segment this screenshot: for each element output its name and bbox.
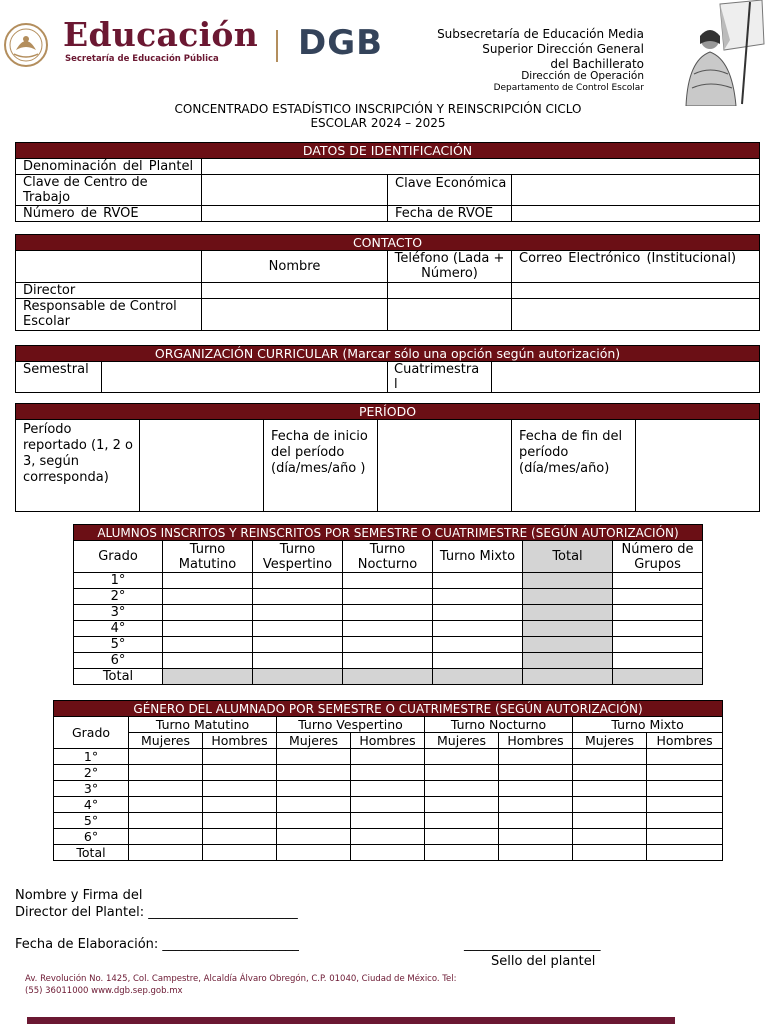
enrollment-column-header: Turno Nocturno xyxy=(343,541,433,573)
semestral-checkbox[interactable] xyxy=(102,362,388,393)
enrollment-column-header: Total xyxy=(523,541,613,573)
gender-cell[interactable] xyxy=(647,829,723,845)
gender-cell[interactable] xyxy=(203,813,277,829)
gender-cell[interactable] xyxy=(499,781,573,797)
gender-grade-header: Grado xyxy=(54,717,129,749)
gender-cell[interactable] xyxy=(203,829,277,845)
enrollment-header: ALUMNOS INSCRITOS Y REINSCRITOS POR SEMESTRE O CUATRIMESTRE (SEGÚN AUTORIZACIÓN) xyxy=(74,525,703,541)
enrollment-cell[interactable] xyxy=(343,653,433,669)
gender-shift-header: Turno Matutino xyxy=(129,717,277,733)
enrollment-cell[interactable] xyxy=(613,589,703,605)
table-row xyxy=(74,621,703,637)
contact-header: CONTACTO xyxy=(16,235,760,251)
gender-shift-header: Turno Vespertino xyxy=(277,717,425,733)
responsable-name-field[interactable] xyxy=(202,299,388,331)
enrollment-cell[interactable] xyxy=(523,653,613,669)
gender-cell[interactable] xyxy=(351,749,425,765)
end-date-label: Fecha de fin del período (día/mes/año) xyxy=(512,420,636,512)
enrollment-table xyxy=(73,524,703,685)
gender-cell[interactable] xyxy=(277,845,351,861)
enrollment-cell[interactable] xyxy=(253,637,343,653)
footer-bar xyxy=(27,1017,675,1024)
table-row xyxy=(74,653,703,669)
clave-economica-label: Clave Económica xyxy=(388,175,512,206)
grade-label: 3° xyxy=(74,605,163,621)
semestral-label: Semestral xyxy=(16,362,102,393)
agency-logo: DGB xyxy=(298,23,384,63)
plantel-name-field[interactable] xyxy=(202,159,760,175)
enrollment-cell[interactable] xyxy=(253,605,343,621)
responsable-email-field[interactable] xyxy=(512,299,760,331)
seal-line[interactable]: _____________________ xyxy=(464,937,601,952)
table-row xyxy=(54,829,723,845)
gender-cell[interactable] xyxy=(647,749,723,765)
enrollment-cell[interactable] xyxy=(253,669,343,685)
seal-label: Sello del plantel xyxy=(491,954,596,969)
cuatrimestral-label-a: Cuatrimestra xyxy=(394,362,480,377)
enrollment-cell[interactable] xyxy=(343,669,433,685)
enrollment-cell[interactable] xyxy=(613,605,703,621)
gender-cell[interactable] xyxy=(573,781,647,797)
logo-divider xyxy=(276,30,278,62)
enrollment-column-header: Grado xyxy=(74,541,163,573)
header-line-2: Superior Dirección General xyxy=(482,42,644,56)
grade-label: 2° xyxy=(54,765,129,781)
gender-cell[interactable] xyxy=(573,845,647,861)
gender-cell[interactable] xyxy=(425,781,499,797)
rvoe-number-label: Número de RVOE xyxy=(16,206,202,222)
gender-cell[interactable] xyxy=(499,749,573,765)
brand-subtitle: Secretaría de Educación Pública xyxy=(65,54,219,64)
start-date-field[interactable] xyxy=(378,420,512,512)
gender-cell[interactable] xyxy=(351,781,425,797)
gender-cell[interactable] xyxy=(647,797,723,813)
phone-column-header: Teléfono (Lada + Número) xyxy=(388,251,512,283)
header-line-1: Subsecretaría de Educación Media xyxy=(437,27,644,41)
document-title-line-2: ESCOLAR 2024 – 2025 xyxy=(310,116,446,130)
document-title-line-1: CONCENTRADO ESTADÍSTICO INSCRIPCIÓN Y REINSCRIPCIÓN CICLO xyxy=(174,102,582,116)
gender-cell[interactable] xyxy=(129,749,203,765)
gender-cell[interactable] xyxy=(129,845,203,861)
enrollment-cell[interactable] xyxy=(433,669,523,685)
table-row xyxy=(74,669,703,685)
table-row xyxy=(54,781,723,797)
enrollment-cell[interactable] xyxy=(343,573,433,589)
contact-corner-cell xyxy=(16,251,202,283)
enrollment-cell[interactable] xyxy=(433,653,523,669)
gender-cell[interactable] xyxy=(277,829,351,845)
women-column-header: Mujeres xyxy=(129,733,203,749)
gender-cell[interactable] xyxy=(573,749,647,765)
enrollment-cell[interactable] xyxy=(523,605,613,621)
grade-label: 3° xyxy=(54,781,129,797)
enrollment-cell[interactable] xyxy=(523,669,613,685)
gender-cell[interactable] xyxy=(499,797,573,813)
enrollment-cell[interactable] xyxy=(523,573,613,589)
enrollment-cell[interactable] xyxy=(433,589,523,605)
enrollment-cell[interactable] xyxy=(523,589,613,605)
enrollment-column-header: Turno Matutino xyxy=(163,541,253,573)
director-label: Director xyxy=(16,283,202,299)
men-column-header: Hombres xyxy=(499,733,573,749)
enrollment-cell[interactable] xyxy=(343,637,433,653)
gender-table xyxy=(53,700,723,861)
enrollment-cell[interactable] xyxy=(163,589,253,605)
table-row xyxy=(74,605,703,621)
gender-cell[interactable] xyxy=(277,765,351,781)
gender-cell[interactable] xyxy=(647,781,723,797)
gender-cell[interactable] xyxy=(129,797,203,813)
gender-cell[interactable] xyxy=(351,765,425,781)
director-signature-label-1: Nombre y Firma del xyxy=(15,888,143,903)
curricular-header: ORGANIZACIÓN CURRICULAR (Marcar sólo una opción según autorización) xyxy=(16,346,760,362)
grade-label: 1° xyxy=(74,573,163,589)
director-signature-label-2[interactable]: Director del Plantel: _______________________ xyxy=(15,905,298,920)
gender-cell[interactable] xyxy=(425,829,499,845)
gender-cell[interactable] xyxy=(351,813,425,829)
enrollment-cell[interactable] xyxy=(613,573,703,589)
plantel-name-label: Denominación del Plantel xyxy=(16,159,202,175)
responsable-phone-field[interactable] xyxy=(388,299,512,331)
gender-cell[interactable] xyxy=(499,829,573,845)
enrollment-cell[interactable] xyxy=(343,605,433,621)
grade-label: Total xyxy=(54,845,129,861)
enrollment-cell[interactable] xyxy=(613,637,703,653)
gender-cell[interactable] xyxy=(277,813,351,829)
table-row xyxy=(54,813,723,829)
director-email-field[interactable] xyxy=(512,283,760,299)
table-row xyxy=(74,573,703,589)
enrollment-cell[interactable] xyxy=(163,669,253,685)
enrollment-cell[interactable] xyxy=(253,653,343,669)
header-line-4: Dirección de Operación xyxy=(521,70,644,82)
cuatrimestral-label-b: l xyxy=(394,377,398,392)
enrollment-cell[interactable] xyxy=(613,653,703,669)
men-column-header: Hombres xyxy=(203,733,277,749)
grade-label: Total xyxy=(74,669,163,685)
gender-cell[interactable] xyxy=(203,765,277,781)
men-column-header: Hombres xyxy=(351,733,425,749)
gender-shift-header: Turno Mixto xyxy=(573,717,723,733)
contact-table xyxy=(15,234,760,331)
women-column-header: Mujeres xyxy=(573,733,647,749)
header-line-5: Departamento de Control Escolar xyxy=(493,83,644,93)
gender-cell[interactable] xyxy=(351,845,425,861)
gender-cell[interactable] xyxy=(129,829,203,845)
enrollment-column-header: Turno Mixto xyxy=(433,541,523,573)
gender-cell[interactable] xyxy=(425,749,499,765)
mexico-seal-icon xyxy=(2,22,54,68)
enrollment-cell[interactable] xyxy=(253,621,343,637)
identification-table xyxy=(15,142,760,222)
table-row xyxy=(54,845,723,861)
enrollment-cell[interactable] xyxy=(253,573,343,589)
gender-shift-header: Turno Nocturno xyxy=(425,717,573,733)
enrollment-cell[interactable] xyxy=(163,573,253,589)
enrollment-cell[interactable] xyxy=(523,637,613,653)
gender-cell[interactable] xyxy=(647,765,723,781)
enrollment-cell[interactable] xyxy=(613,621,703,637)
gender-cell[interactable] xyxy=(499,765,573,781)
table-row xyxy=(74,589,703,605)
grade-label: 5° xyxy=(54,813,129,829)
men-column-header: Hombres xyxy=(647,733,723,749)
gender-cell[interactable] xyxy=(351,797,425,813)
gender-cell[interactable] xyxy=(203,845,277,861)
reported-period-label: Período reportado (1, 2 o 3, según corresponda) xyxy=(16,420,140,512)
period-header: PERÍODO xyxy=(16,404,760,420)
gender-cell[interactable] xyxy=(277,797,351,813)
gender-cell[interactable] xyxy=(129,765,203,781)
gender-cell[interactable] xyxy=(573,765,647,781)
gender-cell[interactable] xyxy=(203,749,277,765)
gender-cell[interactable] xyxy=(277,749,351,765)
gender-cell[interactable] xyxy=(425,797,499,813)
footer-address: Av. Revolución No. 1425, Col. Campestre, Alcaldía Álvaro Obregón, C.P. 01040, Ciudad de México. Tel: (55) 36011000 www.dgb.sep.gob.mx xyxy=(25,974,457,996)
cuatrimestral-checkbox[interactable] xyxy=(492,362,760,393)
gender-cell[interactable] xyxy=(425,765,499,781)
email-column-header: Correo Electrónico (Institucional) xyxy=(512,251,760,283)
gender-cell[interactable] xyxy=(573,829,647,845)
name-column-header: Nombre xyxy=(202,251,388,283)
rvoe-date-field[interactable] xyxy=(512,206,760,222)
table-row xyxy=(54,749,723,765)
gender-cell[interactable] xyxy=(499,813,573,829)
enrollment-cell[interactable] xyxy=(613,669,703,685)
gender-cell[interactable] xyxy=(425,845,499,861)
women-column-header: Mujeres xyxy=(277,733,351,749)
grade-label: 1° xyxy=(54,749,129,765)
gender-header: GÉNERO DEL ALUMNADO POR SEMESTRE O CUATRIMESTRE (SEGÚN AUTORIZACIÓN) xyxy=(54,701,723,717)
enrollment-cell[interactable] xyxy=(433,573,523,589)
gender-cell[interactable] xyxy=(277,781,351,797)
enrollment-column-header: Número de Grupos xyxy=(613,541,703,573)
enrollment-cell[interactable] xyxy=(163,621,253,637)
grade-label: 4° xyxy=(74,621,163,637)
enrollment-cell[interactable] xyxy=(433,637,523,653)
brand-logo: Educación xyxy=(63,15,259,54)
gender-cell[interactable] xyxy=(573,813,647,829)
grade-label: 6° xyxy=(74,653,163,669)
clave-economica-field[interactable] xyxy=(512,175,760,206)
table-row xyxy=(74,637,703,653)
enrollment-cell[interactable] xyxy=(253,589,343,605)
rvoe-number-field[interactable] xyxy=(202,206,388,222)
woman-with-flag-illustration xyxy=(654,0,766,106)
identification-header: DATOS DE IDENTIFICACIÓN xyxy=(16,143,760,159)
clave-ct-label: Clave de Centro de Trabajo xyxy=(16,175,202,206)
cuatrimestral-label xyxy=(388,362,492,393)
gender-cell[interactable] xyxy=(129,813,203,829)
gender-cell[interactable] xyxy=(647,813,723,829)
grade-label: 6° xyxy=(54,829,129,845)
gender-cell[interactable] xyxy=(425,813,499,829)
enrollment-cell[interactable] xyxy=(433,621,523,637)
grade-label: 4° xyxy=(54,797,129,813)
start-date-label: Fecha de inicio del período (día/mes/año ) xyxy=(264,420,378,512)
gender-cell[interactable] xyxy=(203,797,277,813)
gender-cell[interactable] xyxy=(499,845,573,861)
enrollment-cell[interactable] xyxy=(523,621,613,637)
gender-cell[interactable] xyxy=(647,845,723,861)
curricular-table xyxy=(15,345,760,393)
women-column-header: Mujeres xyxy=(425,733,499,749)
clave-ct-field[interactable] xyxy=(202,175,388,206)
end-date-field[interactable] xyxy=(636,420,760,512)
enrollment-cell[interactable] xyxy=(163,637,253,653)
elaboration-date-field[interactable]: Fecha de Elaboración: _____________________ xyxy=(15,937,299,952)
table-row xyxy=(54,797,723,813)
header-line-3: del Bachillerato xyxy=(550,57,644,71)
enrollment-cell[interactable] xyxy=(343,621,433,637)
reported-period-field[interactable] xyxy=(140,420,264,512)
enrollment-column-header: Turno Vespertino xyxy=(253,541,343,573)
enrollment-cell[interactable] xyxy=(163,605,253,621)
table-row xyxy=(54,765,723,781)
rvoe-date-label: Fecha de RVOE xyxy=(388,206,512,222)
director-name-field[interactable] xyxy=(202,283,388,299)
gender-cell[interactable] xyxy=(573,797,647,813)
director-phone-field[interactable] xyxy=(388,283,512,299)
grade-label: 5° xyxy=(74,637,163,653)
enrollment-cell[interactable] xyxy=(343,589,433,605)
grade-label: 2° xyxy=(74,589,163,605)
gender-cell[interactable] xyxy=(129,781,203,797)
enrollment-cell[interactable] xyxy=(163,653,253,669)
period-table xyxy=(15,403,760,512)
gender-cell[interactable] xyxy=(351,829,425,845)
enrollment-cell[interactable] xyxy=(433,605,523,621)
responsable-label: Responsable de Control Escolar xyxy=(16,299,202,331)
gender-cell[interactable] xyxy=(203,781,277,797)
